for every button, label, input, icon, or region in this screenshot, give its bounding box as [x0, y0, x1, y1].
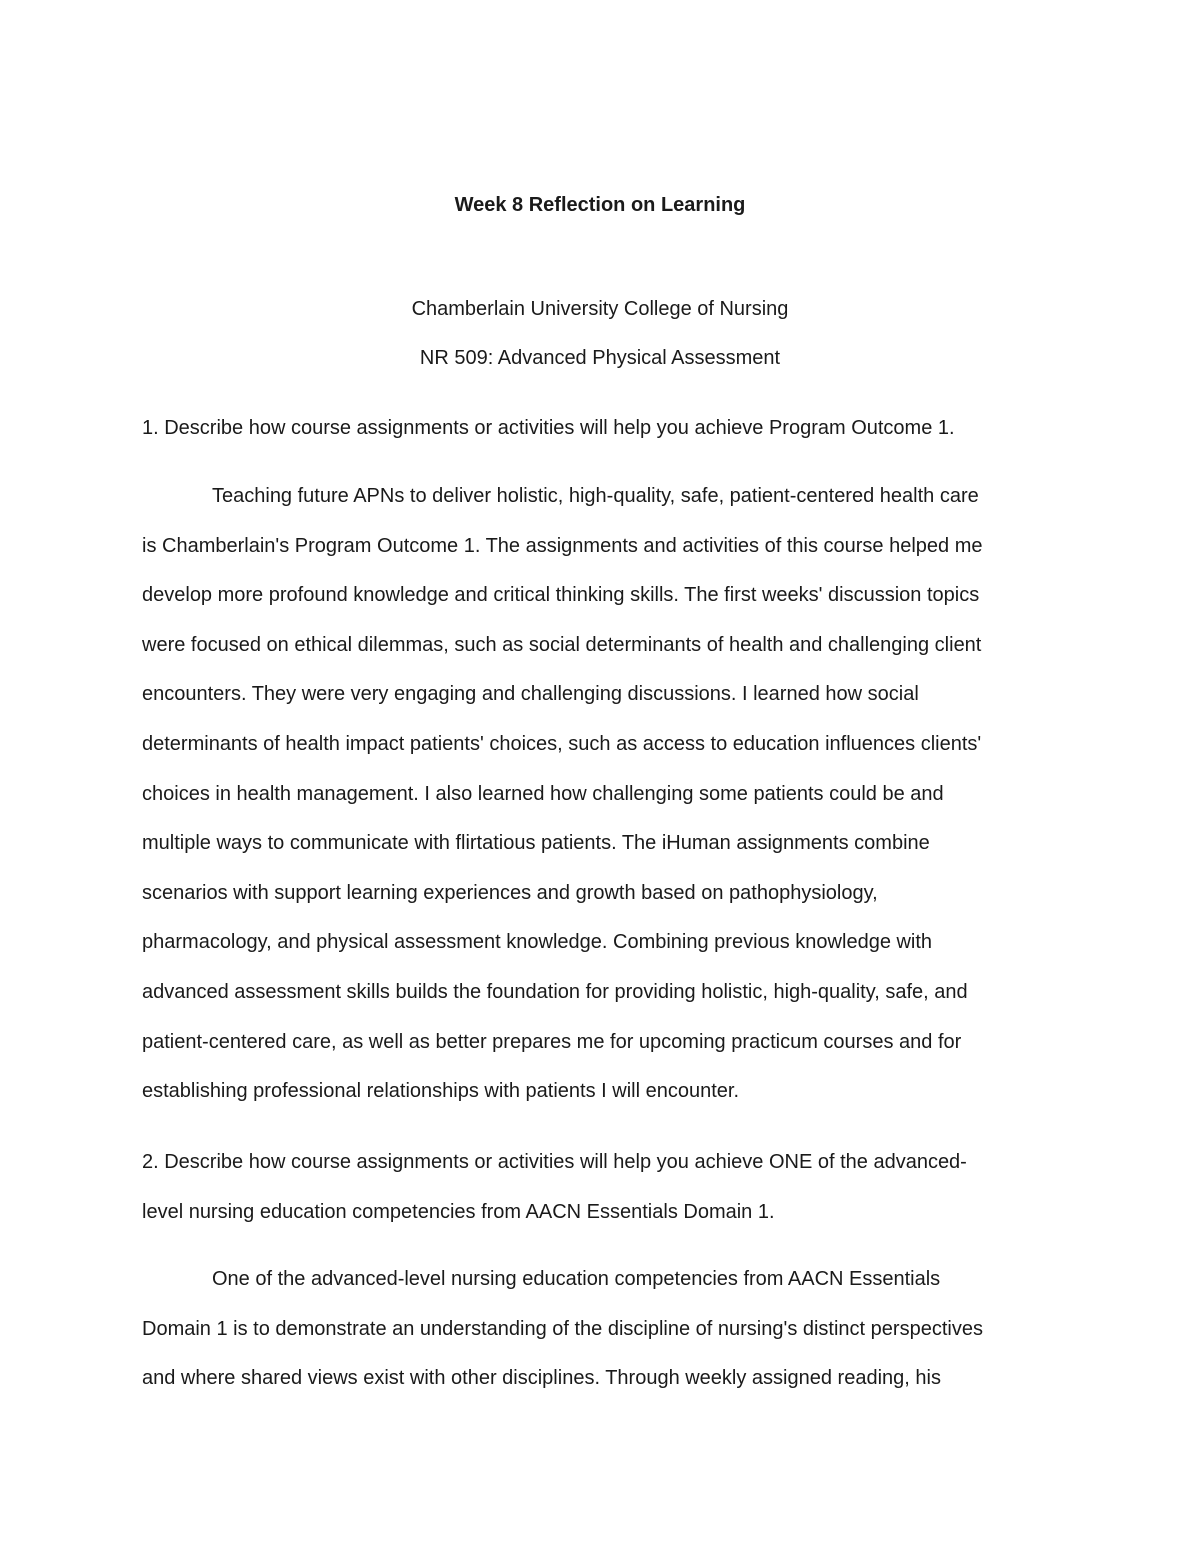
question-2-line: level nursing education competencies from AACN Essentials Domain 1.: [142, 1200, 775, 1223]
answer-1-line: scenarios with support learning experiences and growth based on pathophysiology,: [142, 881, 878, 904]
answer-1-line: determinants of health impact patients' choices, such as access to education influences clients': [142, 732, 982, 755]
document-title: Week 8 Reflection on Learning: [454, 194, 746, 216]
institution-name: Chamberlain University College of Nursing: [411, 298, 789, 320]
answer-2-line: and where shared views exist with other disciplines. Through weekly assigned reading, his: [142, 1367, 941, 1390]
answer-2-paragraph: [142, 1255, 1054, 1404]
course-name: NR 509: Advanced Physical Assessment: [419, 347, 781, 369]
answer-1-line: pharmacology, and physical assessment knowledge. Combining previous knowledge with: [142, 931, 933, 954]
answer-1-line: is Chamberlain's Program Outcome 1. The assignments and activities of this course helped me: [142, 534, 983, 557]
answer-1-line: choices in health management. I also learned how challenging some patients could be and: [142, 782, 944, 805]
answer-2-line: One of the advanced-level nursing education competencies from AACN Essentials: [212, 1268, 941, 1290]
answer-1-paragraph: [142, 472, 1054, 1117]
answer-1-line: Teaching future APNs to deliver holistic, high-quality, safe, patient-centered health care: [212, 485, 979, 507]
answer-1-line: multiple ways to communicate with flirtatious patients. The iHuman assignments combine: [142, 832, 930, 855]
question-2: [142, 1138, 1054, 1237]
question-1-line: 1. Describe how course assignments or activities will help you achieve Program Outcome 1.: [142, 417, 955, 439]
answer-1-line: advanced assessment skills builds the foundation for providing holistic, high-quality, safe, and: [142, 980, 968, 1003]
answer-1-line: establishing professional relationships with patients I will encounter.: [142, 1080, 740, 1103]
answer-2-line: Domain 1 is to demonstrate an understanding of the discipline of nursing's distinct perspectives: [142, 1317, 983, 1340]
question-2-line: 2. Describe how course assignments or activities will help you achieve ONE of the advanced-: [142, 1151, 967, 1173]
answer-1-line: develop more profound knowledge and critical thinking skills. The first weeks' discussion topics: [142, 584, 980, 607]
answer-1-line: encounters. They were very engaging and challenging discussions. I learned how social: [142, 683, 919, 706]
question-1: [142, 404, 1054, 454]
answer-1-line: were focused on ethical dilemmas, such as social determinants of health and challenging client: [142, 633, 982, 656]
answer-1-line: patient-centered care, as well as better prepares me for upcoming practicum courses and for: [142, 1030, 962, 1053]
